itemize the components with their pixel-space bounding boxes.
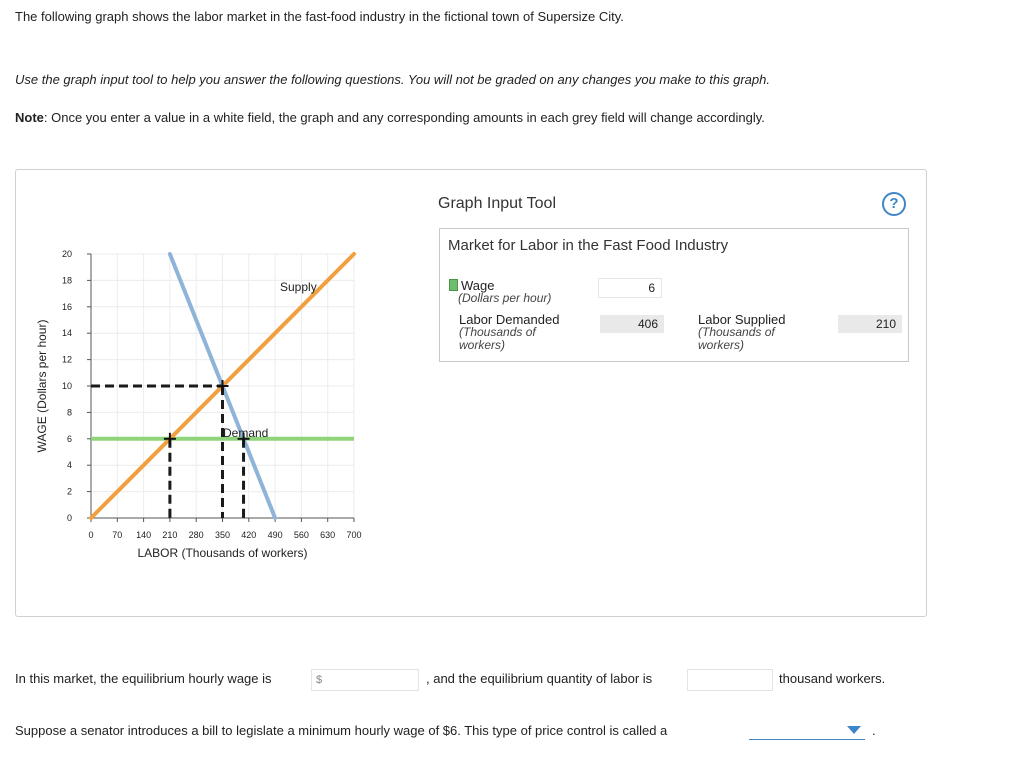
- y-tick-label: 6: [66, 433, 72, 444]
- labor-supplied-unit-2: workers): [698, 338, 745, 352]
- equilibrium-wage-input[interactable]: [311, 669, 419, 691]
- x-tick-label: 560: [293, 530, 309, 540]
- y-tick-label: 2: [66, 486, 72, 497]
- labor-demanded-label-group: [459, 313, 559, 352]
- graph-input-box: [439, 228, 909, 362]
- chevron-down-icon: [847, 726, 861, 734]
- question-2-end: .: [872, 723, 876, 738]
- wage-input[interactable]: 6: [598, 278, 662, 298]
- note-body: : Once you enter a value in a white field, the graph and any corresponding amounts in each grey field will change accordingly.: [43, 110, 765, 125]
- question-price-control: Suppose a senator introduces a bill to legislate a minimum hourly wage of $6. This type of price control is called a: [15, 723, 668, 738]
- y-tick-label: 10: [61, 381, 72, 391]
- wage-label-group: [449, 279, 551, 305]
- x-tick-label: 350: [214, 530, 231, 540]
- y-tick-label: 0: [66, 513, 72, 523]
- y-tick-label: 16: [61, 301, 72, 312]
- demand-label: Demand: [223, 426, 269, 440]
- question-1-part-1: In this market, the equilibrium hourly wage is: [15, 671, 272, 686]
- instruction-text: Use the graph input tool to help you answer the following questions. You will not be graded on any changes you make to this graph.: [15, 72, 770, 87]
- labor-supplied-label-group: [698, 313, 785, 352]
- question-1-part-3: thousand workers.: [779, 671, 886, 686]
- y-tick-label: 18: [61, 275, 72, 286]
- help-icon[interactable]: ?: [882, 192, 906, 216]
- labor-supplied-label: Labor Supplied: [698, 312, 786, 327]
- y-tick-label: 8: [66, 407, 72, 418]
- price-control-dropdown[interactable]: [749, 722, 865, 740]
- y-tick-label: 4: [66, 460, 72, 471]
- labor-supplied-value: 210: [838, 315, 902, 333]
- x-axis-title: LABOR (Thousands of workers): [137, 546, 308, 560]
- x-tick-label: 490: [267, 530, 283, 540]
- wage-label: Wage: [461, 278, 495, 293]
- x-tick-label: 630: [320, 530, 336, 540]
- x-tick-label: 140: [136, 530, 152, 540]
- graph-input-panel: [15, 169, 927, 617]
- graph-input-tool-title: Graph Input Tool: [438, 195, 557, 212]
- market-title: Market for Labor in the Fast Food Industry: [448, 237, 729, 254]
- note-label: Note: [15, 110, 44, 125]
- y-tick-label: 20: [61, 249, 72, 259]
- y-axis-title: WAGE (Dollars per hour): [35, 319, 49, 453]
- wage-unit: (Dollars per hour): [458, 291, 552, 305]
- x-tick-label: 420: [241, 530, 257, 540]
- y-tick-label: 12: [61, 354, 72, 365]
- labor-demanded-value: 406: [600, 315, 664, 333]
- labor-demanded-label: Labor Demanded: [459, 312, 560, 327]
- y-tick-label: 14: [61, 328, 72, 339]
- x-tick-label: 700: [346, 530, 362, 540]
- intro-text: The following graph shows the labor market in the fast-food industry in the fictional town of Supersize City.: [15, 9, 624, 24]
- labor-demanded-unit-1: (Thousands of: [459, 325, 536, 339]
- x-tick-label: 210: [162, 530, 178, 540]
- question-equilibrium: [15, 671, 272, 686]
- labor-market-chart[interactable]: [16, 170, 436, 616]
- labor-supplied-unit-1: (Thousands of: [698, 325, 775, 339]
- question-1-part-2: , and the equilibrium quantity of labor is: [426, 671, 653, 686]
- labor-demanded-unit-2: workers): [459, 338, 506, 352]
- x-tick-label: 0: [88, 530, 94, 540]
- x-tick-label: 280: [188, 530, 204, 540]
- supply-label: Supply: [280, 280, 317, 294]
- note-text: [15, 110, 765, 125]
- x-tick-label: 70: [112, 530, 123, 540]
- wage-swatch-icon: [449, 279, 458, 291]
- dollar-sign: $: [316, 674, 323, 686]
- equilibrium-quantity-input[interactable]: [687, 669, 773, 691]
